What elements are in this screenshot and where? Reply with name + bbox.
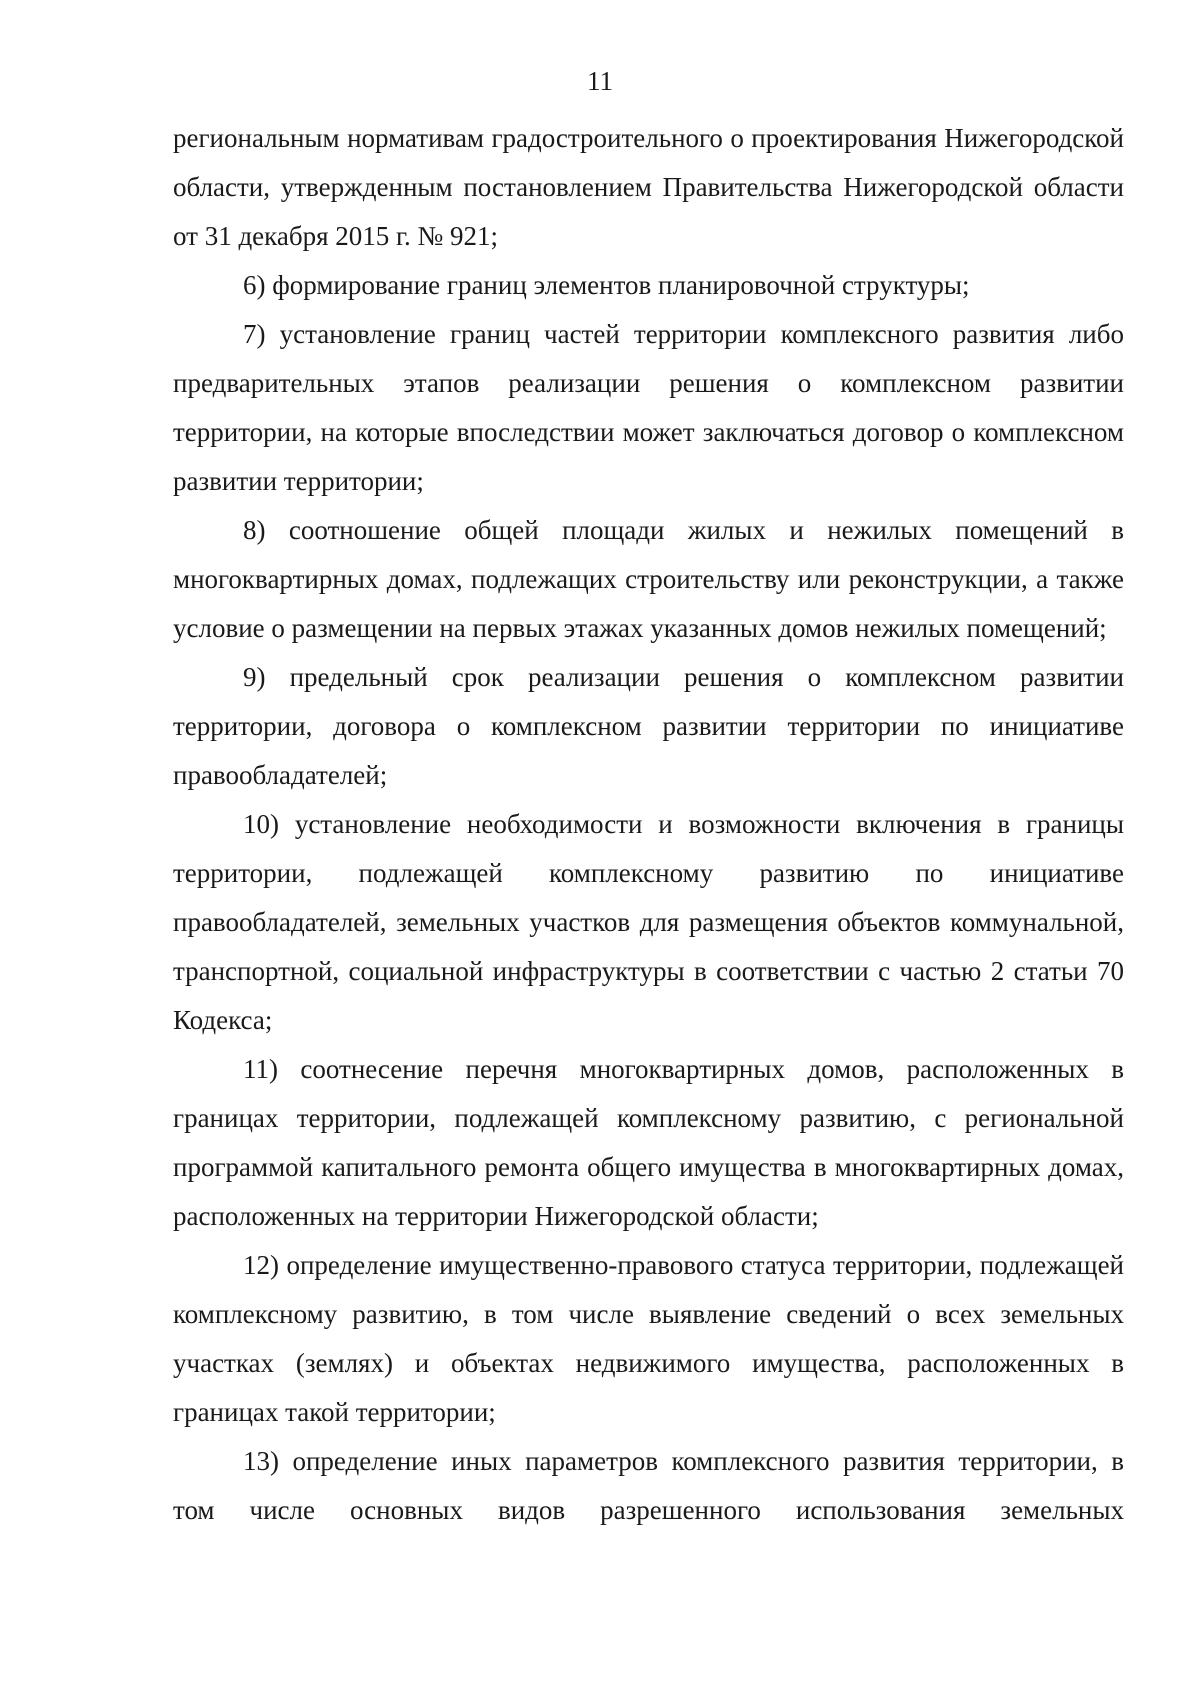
- paragraph-item-7: 7) установление границ частей территории комплексного развития либо предварительных этапов реализации решения о комплексном развитии территории, на которые впоследствии может заключаться договор о комплексном развитии территории;: [173, 319, 1124, 496]
- paragraph-item-9: 9) предельный срок реализации решения о комплексном развитии территории, договора о комплексном развитии территории по инициативе правообладателей;: [173, 662, 1124, 790]
- paragraph-item-11: 11) соотнесение перечня многоквартирных домов, расположенных в границах территории, подлежащей комплексному развитию, с региональной программой капитального ремонта общего имущества в многоквартирных домах, расположенных на территории Нижегородской области;: [173, 1054, 1124, 1231]
- page-number: 11: [587, 66, 613, 96]
- paragraph-item-13: 13) определение иных параметров комплексного развития территории, в том числе основных видов разрешенного использования земельных: [173, 1446, 1124, 1525]
- paragraph-item-12: 12) определение имущественно-правового статуса территории, подлежащей комплексному развитию, в том числе выявление сведений о всех земельных участках (землях) и объектах недвижимого имущества, расположенных в границах такой территории;: [173, 1250, 1124, 1427]
- paragraph-item-6: 6) формирование границ элементов планировочной структуры;: [243, 270, 970, 300]
- paragraph-item-10: 10) установление необходимости и возможности включения в границы территории, подлежащей комплексному развитию по инициативе правообладателей, земельных участков для размещения объектов коммунальной, транспортной, социальной инфраструктуры в соответствии с частью 2 статьи 70 Кодекса;: [173, 809, 1124, 1035]
- paragraph-continuation: региональным нормативам градостроительного о проектирования Нижегородской области, утвержденным постановлением Правительства Нижегородской области от 31 декабря 2015 г. № 921;: [173, 123, 1124, 251]
- paragraph-item-8: 8) соотношение общей площади жилых и нежилых помещений в многоквартирных домах, подлежащих строительству или реконструкции, а также условие о размещении на первых этажах указанных домов нежилых помещений;: [173, 515, 1124, 643]
- document-body: [173, 114, 1124, 1535]
